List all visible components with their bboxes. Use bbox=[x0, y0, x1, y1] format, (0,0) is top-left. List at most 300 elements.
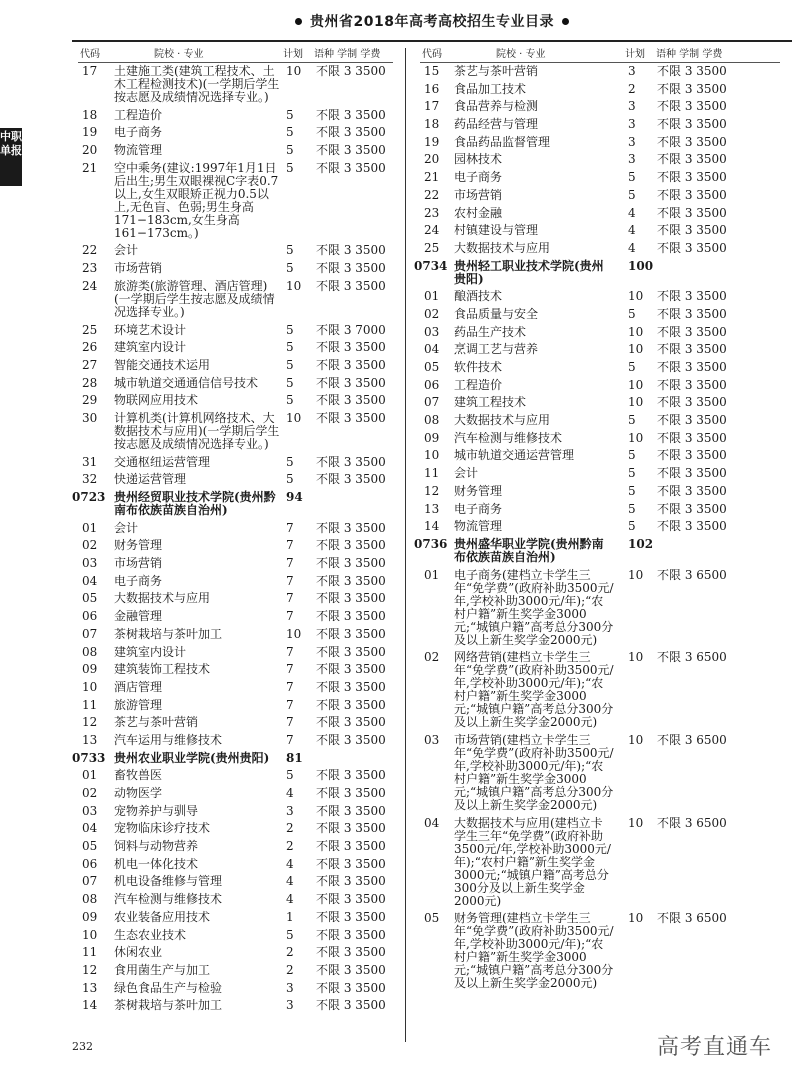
table-row bbox=[78, 359, 393, 372]
row-plan: 5 bbox=[628, 519, 636, 534]
table-row bbox=[78, 162, 393, 240]
row-meta: 不限 3 3500 bbox=[657, 117, 727, 132]
row-name: 大数据技术与应用 bbox=[114, 591, 211, 606]
row-code: 23 bbox=[424, 205, 440, 220]
row-code: 22 bbox=[424, 187, 440, 202]
row-plan: 3 bbox=[628, 134, 636, 149]
row-plan: 7 bbox=[286, 662, 294, 677]
row-code: 03 bbox=[424, 324, 440, 339]
row-name: 建筑装饰工程技术 bbox=[114, 662, 211, 677]
row-meta: 不限 3 3500 bbox=[316, 874, 386, 889]
row-code: 11 bbox=[424, 466, 440, 481]
row-meta: 不限 3 3500 bbox=[657, 413, 727, 428]
row-name: 市场营销 bbox=[114, 556, 163, 571]
row-plan: 5 bbox=[286, 125, 294, 140]
table-row bbox=[420, 136, 780, 149]
row-plan: 5 bbox=[286, 454, 294, 469]
row-meta: 不限 3 3500 bbox=[316, 538, 386, 553]
row-name: 宠物临床诊疗技术 bbox=[114, 821, 211, 836]
row-code: 04 bbox=[82, 821, 98, 836]
row-meta: 不限 3 3500 bbox=[657, 448, 727, 463]
school-row bbox=[414, 258, 780, 286]
row-plan: 4 bbox=[628, 240, 636, 255]
row-name: 农村金融 bbox=[454, 205, 503, 220]
row-plan: 5 bbox=[286, 322, 294, 337]
row-plan: 10 bbox=[628, 815, 644, 830]
table-row bbox=[420, 83, 780, 96]
row-name: 建筑工程技术 bbox=[454, 395, 527, 410]
row-plan: 94 bbox=[286, 490, 303, 504]
row-name: 市场营销(建档立卡学生三年“免学费”(政府补助3500元/年,学校补助3000元/年);“农村户籍”新生奖学金3000元;“城镇户籍”高考总分300分及以上新生奖学金2000元) bbox=[454, 732, 614, 812]
row-code: 11 bbox=[82, 697, 98, 712]
table-row bbox=[420, 817, 780, 908]
row-code: 03 bbox=[424, 732, 440, 747]
table-row bbox=[78, 575, 393, 588]
row-name: 茶艺与茶叶营销 bbox=[114, 715, 199, 730]
row-plan: 5 bbox=[628, 360, 636, 374]
row-code: 21 bbox=[424, 170, 440, 185]
table-row bbox=[78, 473, 393, 486]
table-row bbox=[78, 628, 393, 641]
table-row bbox=[420, 153, 780, 166]
row-meta: 不限 3 3500 bbox=[657, 306, 727, 321]
row-meta: 不限 3 3500 bbox=[316, 393, 386, 408]
row-name: 市场营销 bbox=[114, 261, 163, 276]
row-name: 食品质量与安全 bbox=[454, 306, 539, 321]
row-name: 计算机类(计算机网络技术、大数据技术与应用)(一学期后学生按志愿及成绩情况选择专业。) bbox=[114, 410, 280, 451]
row-plan: 7 bbox=[286, 644, 294, 659]
row-meta: 不限 3 3500 bbox=[657, 501, 727, 516]
row-code: 15 bbox=[424, 64, 440, 78]
row-meta: 不限 3 3500 bbox=[316, 64, 386, 78]
table-row bbox=[420, 734, 780, 812]
row-plan: 10 bbox=[628, 289, 644, 304]
table-row bbox=[420, 361, 780, 374]
bullet-icon bbox=[295, 18, 302, 25]
table-row bbox=[420, 912, 780, 990]
row-meta: 不限 3 3500 bbox=[316, 715, 386, 730]
table-row bbox=[420, 308, 780, 321]
row-plan: 3 bbox=[286, 998, 294, 1013]
row-name: 财务管理(建档立卡学生三年“免学费”(政府补助3500元/年,学校补助3000元/年);“农村户籍”新生奖学金3000元;“城镇户籍”高考总分300分及以上新生奖学金2000元) bbox=[454, 911, 614, 991]
row-name: 电子商务 bbox=[114, 125, 163, 140]
row-plan: 10 bbox=[628, 911, 644, 926]
row-plan: 7 bbox=[286, 732, 294, 747]
column-divider bbox=[405, 48, 406, 1042]
row-code: 02 bbox=[82, 786, 98, 800]
row-plan: 7 bbox=[286, 679, 294, 694]
row-meta: 不限 3 3500 bbox=[657, 205, 727, 220]
table-row bbox=[420, 100, 780, 113]
table-row bbox=[420, 396, 780, 409]
row-plan: 102 bbox=[628, 536, 654, 551]
table-row bbox=[420, 242, 780, 255]
row-meta: 不限 3 3500 bbox=[657, 64, 727, 78]
row-name: 机电设备维修与管理 bbox=[114, 874, 223, 889]
row-code: 13 bbox=[424, 501, 440, 516]
row-code: 08 bbox=[82, 644, 98, 659]
row-name: 财务管理 bbox=[114, 538, 163, 553]
table-row bbox=[78, 699, 393, 712]
row-name: 软件技术 bbox=[454, 360, 503, 374]
row-meta: 不限 3 3500 bbox=[316, 591, 386, 606]
table-row bbox=[420, 467, 780, 480]
table-row bbox=[78, 592, 393, 605]
row-plan: 2 bbox=[286, 821, 294, 836]
row-meta: 不限 3 3500 bbox=[657, 187, 727, 202]
row-code: 24 bbox=[82, 278, 98, 293]
row-code: 14 bbox=[82, 998, 98, 1013]
table-row bbox=[78, 394, 393, 407]
row-code: 19 bbox=[424, 134, 440, 149]
row-meta: 不限 3 3500 bbox=[316, 556, 386, 571]
school-row bbox=[72, 490, 393, 517]
table-row bbox=[420, 520, 780, 533]
row-meta: 不限 3 3500 bbox=[316, 107, 386, 122]
row-name: 食用菌生产与加工 bbox=[114, 962, 211, 977]
table-row bbox=[420, 343, 780, 356]
row-name: 酒店管理 bbox=[114, 679, 163, 694]
row-code: 14 bbox=[424, 519, 440, 534]
table-row bbox=[78, 65, 393, 104]
row-code: 17 bbox=[82, 64, 98, 78]
row-code: 05 bbox=[82, 839, 98, 854]
row-code: 07 bbox=[82, 874, 98, 889]
row-plan: 7 bbox=[286, 556, 294, 571]
row-name: 茶艺与茶叶营销 bbox=[454, 64, 539, 78]
row-code: 26 bbox=[82, 340, 98, 355]
row-meta: 不限 3 3500 bbox=[657, 395, 727, 410]
row-code: 07 bbox=[424, 395, 440, 410]
column-header bbox=[78, 48, 393, 63]
row-meta: 不限 3 6500 bbox=[657, 567, 727, 582]
row-code: 20 bbox=[424, 152, 440, 167]
row-code: 06 bbox=[82, 856, 98, 871]
row-name: 酿酒技术 bbox=[454, 289, 503, 304]
row-name: 大数据技术与应用 bbox=[454, 240, 551, 255]
row-plan: 5 bbox=[286, 160, 294, 175]
row-plan: 10 bbox=[286, 278, 302, 293]
row-name: 物联网应用技术 bbox=[114, 393, 199, 408]
row-plan: 5 bbox=[628, 483, 636, 498]
row-meta: 不限 3 3500 bbox=[657, 377, 727, 392]
row-plan: 2 bbox=[286, 945, 294, 960]
row-plan: 5 bbox=[286, 768, 294, 783]
table-row bbox=[420, 326, 780, 339]
row-code: 01 bbox=[424, 567, 440, 582]
row-name: 食品药品监督管理 bbox=[454, 134, 551, 149]
row-meta: 不限 3 3500 bbox=[316, 821, 386, 836]
table-row bbox=[78, 982, 393, 995]
row-meta: 不限 3 3500 bbox=[316, 375, 386, 390]
row-plan: 3 bbox=[628, 152, 636, 167]
row-code: 12 bbox=[82, 962, 98, 977]
header-plan: 计划 bbox=[283, 49, 303, 60]
row-code: 0736 bbox=[414, 536, 448, 551]
row-meta: 不限 3 3500 bbox=[657, 152, 727, 167]
table-row bbox=[78, 109, 393, 122]
row-name: 园林技术 bbox=[454, 152, 503, 167]
table-row bbox=[78, 822, 393, 835]
row-code: 05 bbox=[424, 911, 440, 926]
row-code: 02 bbox=[424, 306, 440, 321]
row-code: 13 bbox=[82, 980, 98, 995]
row-meta: 不限 3 3500 bbox=[316, 909, 386, 924]
row-plan: 10 bbox=[628, 650, 644, 665]
row-plan: 5 bbox=[286, 243, 294, 258]
table-row bbox=[78, 539, 393, 552]
row-code: 18 bbox=[82, 107, 98, 122]
table-row bbox=[78, 999, 393, 1012]
row-meta: 不限 3 3500 bbox=[316, 980, 386, 995]
table-row bbox=[78, 964, 393, 977]
row-code: 01 bbox=[82, 520, 98, 535]
row-meta: 不限 3 3500 bbox=[316, 454, 386, 469]
table-row bbox=[420, 503, 780, 516]
table-row bbox=[78, 734, 393, 747]
row-name: 交通枢纽运营管理 bbox=[114, 454, 211, 469]
row-meta: 不限 3 3500 bbox=[657, 240, 727, 255]
table-row bbox=[420, 189, 780, 202]
table-row bbox=[78, 557, 393, 570]
header-code: 代码 bbox=[80, 49, 100, 60]
header-name: 院校 · 专业 bbox=[496, 49, 546, 60]
row-meta: 不限 3 3500 bbox=[316, 261, 386, 276]
row-code: 0733 bbox=[72, 750, 106, 765]
row-code: 02 bbox=[424, 650, 440, 665]
row-meta: 不限 3 3500 bbox=[657, 99, 727, 114]
row-name: 食品营养与检测 bbox=[454, 99, 539, 114]
row-code: 17 bbox=[424, 99, 440, 114]
table-row bbox=[420, 224, 780, 237]
row-name: 茶树栽培与茶叶加工 bbox=[114, 626, 223, 641]
row-plan: 5 bbox=[628, 413, 636, 428]
row-plan: 2 bbox=[286, 962, 294, 977]
row-code: 25 bbox=[82, 322, 98, 337]
row-plan: 3 bbox=[628, 99, 636, 114]
row-name: 工程造价 bbox=[114, 107, 163, 122]
row-name: 汽车检测与维修技术 bbox=[114, 892, 223, 907]
row-name: 汽车检测与维修技术 bbox=[454, 430, 563, 445]
row-code: 31 bbox=[82, 454, 98, 469]
left-column bbox=[72, 48, 393, 1017]
row-plan: 4 bbox=[628, 223, 636, 238]
school-row bbox=[414, 536, 780, 564]
table-row bbox=[420, 171, 780, 184]
row-plan: 3 bbox=[628, 64, 636, 78]
page-number: 232 bbox=[72, 1040, 93, 1053]
bullet-icon bbox=[562, 18, 569, 25]
row-name: 空中乘务(建议:1997年1月1日后出生;男生双眼裸视C字表0.7以上,女生双眼矫正视力0.5以上,无色盲、色弱;男生身高171−183cm,女生身高161−173cm。) bbox=[114, 160, 279, 240]
row-name: 智能交通技术运用 bbox=[114, 357, 211, 372]
row-meta: 不限 3 3500 bbox=[316, 662, 386, 677]
row-plan: 10 bbox=[628, 377, 644, 392]
row-meta: 不限 3 3500 bbox=[657, 223, 727, 238]
row-plan: 10 bbox=[286, 64, 302, 78]
row-code: 10 bbox=[82, 927, 98, 942]
row-plan: 3 bbox=[286, 803, 294, 818]
row-name: 贵州轻工职业技术学院(贵州贵阳) bbox=[454, 258, 604, 286]
row-code: 10 bbox=[82, 679, 98, 694]
row-code: 25 bbox=[424, 240, 440, 255]
row-plan: 10 bbox=[628, 430, 644, 445]
row-name: 环境艺术设计 bbox=[114, 322, 187, 337]
row-code: 04 bbox=[424, 342, 440, 357]
row-code: 02 bbox=[82, 538, 98, 553]
row-name: 贵州盛华职业学院(贵州黔南布依族苗族自治州) bbox=[454, 536, 604, 564]
row-code: 01 bbox=[82, 768, 98, 783]
row-code: 29 bbox=[82, 393, 98, 408]
row-name: 机电一体化技术 bbox=[114, 856, 199, 871]
table-row bbox=[78, 769, 393, 782]
row-plan: 5 bbox=[628, 170, 636, 185]
row-plan: 5 bbox=[286, 927, 294, 942]
row-name: 药品生产技术 bbox=[454, 324, 527, 339]
row-name: 电子商务 bbox=[454, 501, 503, 516]
row-code: 05 bbox=[424, 360, 440, 374]
table-row bbox=[420, 651, 780, 729]
table-row bbox=[420, 118, 780, 131]
row-meta: 不限 3 3500 bbox=[316, 732, 386, 747]
row-code: 04 bbox=[424, 815, 440, 830]
row-name: 电子商务 bbox=[454, 170, 503, 185]
row-meta: 不限 3 3500 bbox=[316, 839, 386, 854]
row-plan: 7 bbox=[286, 591, 294, 606]
row-plan: 10 bbox=[628, 342, 644, 357]
table-row bbox=[78, 946, 393, 959]
table-row bbox=[78, 244, 393, 257]
row-plan: 5 bbox=[286, 393, 294, 408]
section-tab: 中职单报 bbox=[0, 128, 22, 186]
row-meta: 不限 3 3500 bbox=[316, 697, 386, 712]
row-name: 村镇建设与管理 bbox=[454, 223, 539, 238]
row-plan: 5 bbox=[628, 187, 636, 202]
row-name: 动物医学 bbox=[114, 786, 163, 800]
header-plan: 计划 bbox=[625, 49, 645, 60]
row-meta: 不限 3 6500 bbox=[657, 815, 727, 830]
table-row bbox=[78, 840, 393, 853]
row-code: 22 bbox=[82, 243, 98, 258]
column-header bbox=[420, 48, 780, 63]
header-name: 院校 · 专业 bbox=[154, 49, 204, 60]
row-name: 贵州农业职业学院(贵州贵阳) bbox=[114, 750, 270, 765]
row-code: 12 bbox=[82, 715, 98, 730]
row-plan: 100 bbox=[628, 258, 654, 273]
row-plan: 81 bbox=[286, 750, 303, 765]
program-list bbox=[414, 64, 780, 991]
row-name: 财务管理 bbox=[454, 483, 503, 498]
page-title: 贵州省2018年高考高校招生专业目录 bbox=[310, 14, 554, 30]
row-name: 畜牧兽医 bbox=[114, 768, 163, 783]
row-plan: 5 bbox=[286, 143, 294, 158]
row-name: 绿色食品生产与检验 bbox=[114, 980, 223, 995]
row-name: 市场营销 bbox=[454, 187, 503, 202]
row-name: 城市轨道交通运营管理 bbox=[454, 448, 575, 463]
row-plan: 4 bbox=[286, 786, 294, 800]
row-meta: 不限 3 3500 bbox=[657, 81, 727, 96]
table-row bbox=[420, 65, 780, 78]
row-plan: 3 bbox=[628, 117, 636, 132]
row-name: 饲料与动物营养 bbox=[114, 839, 199, 854]
table-row bbox=[420, 379, 780, 392]
table-row bbox=[78, 929, 393, 942]
row-meta: 不限 3 3500 bbox=[316, 768, 386, 783]
row-code: 12 bbox=[424, 483, 440, 498]
row-name: 生态农业技术 bbox=[114, 927, 187, 942]
row-code: 19 bbox=[82, 125, 98, 140]
table-row bbox=[78, 610, 393, 623]
row-plan: 4 bbox=[286, 856, 294, 871]
table-row bbox=[78, 144, 393, 157]
table-row bbox=[420, 449, 780, 462]
row-meta: 不限 3 3500 bbox=[316, 143, 386, 158]
row-code: 08 bbox=[82, 892, 98, 907]
row-code: 16 bbox=[424, 81, 440, 96]
header-meta: 语种 学制 学费 bbox=[656, 49, 723, 60]
row-code: 09 bbox=[424, 430, 440, 445]
row-code: 23 bbox=[82, 261, 98, 276]
row-meta: 不限 3 3500 bbox=[316, 962, 386, 977]
row-meta: 不限 3 3500 bbox=[657, 430, 727, 445]
row-plan: 7 bbox=[286, 538, 294, 553]
row-plan: 2 bbox=[628, 81, 636, 96]
row-plan: 10 bbox=[628, 732, 644, 747]
row-code: 06 bbox=[424, 377, 440, 392]
row-name: 建筑室内设计 bbox=[114, 644, 187, 659]
row-name: 土建施工类(建筑工程技术、土木工程检测技术)(一学期后学生按志愿及成绩情况选择专业。) bbox=[114, 64, 280, 104]
program-list bbox=[72, 64, 393, 1013]
row-meta: 不限 3 3500 bbox=[316, 410, 386, 425]
table-row bbox=[78, 522, 393, 535]
table-row bbox=[78, 858, 393, 871]
row-meta: 不限 3 3500 bbox=[316, 472, 386, 487]
table-row bbox=[78, 324, 393, 337]
row-name: 会计 bbox=[454, 466, 479, 481]
row-meta: 不限 3 3500 bbox=[316, 609, 386, 624]
row-name: 旅游类(旅游管理、酒店管理)(一学期后学生按志愿及成绩情况选择专业。) bbox=[114, 278, 275, 319]
row-name: 农业装备应用技术 bbox=[114, 909, 211, 924]
table-row bbox=[78, 875, 393, 888]
row-meta: 不限 3 3500 bbox=[316, 786, 386, 800]
row-name: 茶树栽培与茶叶加工 bbox=[114, 998, 223, 1013]
row-plan: 7 bbox=[286, 715, 294, 730]
row-meta: 不限 3 3500 bbox=[316, 160, 386, 175]
row-name: 建筑室内设计 bbox=[114, 340, 187, 355]
row-meta: 不限 3 3500 bbox=[657, 342, 727, 357]
row-plan: 7 bbox=[286, 573, 294, 588]
row-name: 会计 bbox=[114, 243, 139, 258]
row-plan: 1 bbox=[286, 909, 294, 924]
row-meta: 不限 3 3500 bbox=[316, 998, 386, 1013]
row-code: 04 bbox=[82, 573, 98, 588]
row-meta: 不限 3 3500 bbox=[316, 278, 386, 293]
row-plan: 2 bbox=[286, 839, 294, 854]
row-code: 06 bbox=[82, 609, 98, 624]
row-code: 03 bbox=[82, 556, 98, 571]
row-plan: 5 bbox=[286, 261, 294, 276]
table-row bbox=[420, 569, 780, 647]
row-plan: 10 bbox=[628, 395, 644, 410]
table-row bbox=[78, 377, 393, 390]
table-row bbox=[420, 207, 780, 220]
row-meta: 不限 3 3500 bbox=[316, 856, 386, 871]
row-name: 贵州经贸职业技术学院(贵州黔南布依族苗族自治州) bbox=[114, 490, 276, 517]
row-code: 13 bbox=[82, 732, 98, 747]
row-name: 金融管理 bbox=[114, 609, 163, 624]
table-row bbox=[78, 893, 393, 906]
row-plan: 10 bbox=[628, 567, 644, 582]
row-plan: 5 bbox=[628, 501, 636, 516]
